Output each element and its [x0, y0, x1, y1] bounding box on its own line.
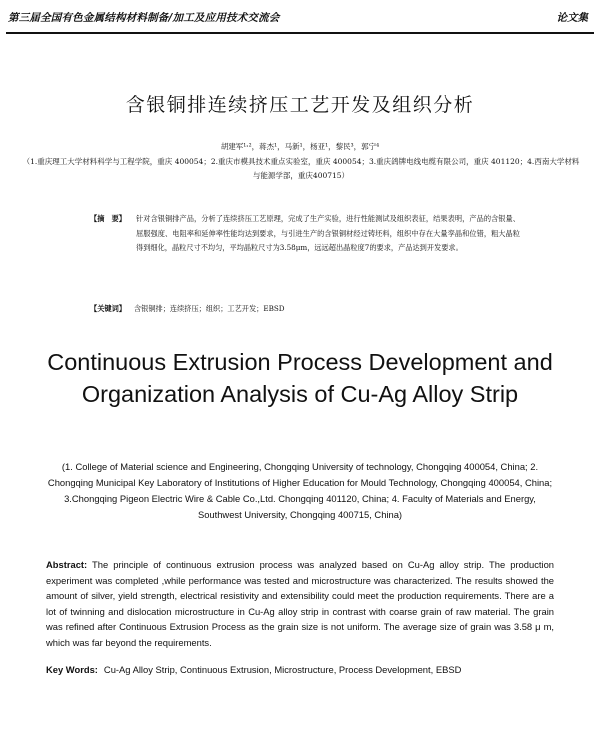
- abstract-chinese-label: 【摘 要】: [90, 214, 126, 223]
- title-chinese: 含银铜排连续挤压工艺开发及组织分析: [125, 94, 475, 116]
- header-rule: [6, 32, 594, 34]
- conference-name: 第三届全国有色金属结构材料制备/加工及应用技术交流会: [8, 12, 280, 24]
- keywords-chinese-text: 含银铜排；连续挤压；组织；工艺开发；EBSD: [133, 304, 285, 313]
- abstract-chinese: [90, 212, 520, 256]
- title-english-line-2: Organization Analysis of Cu-Ag Alloy Strip: [81, 381, 519, 407]
- keywords-english: [46, 664, 554, 675]
- affiliations-english: (1. College of Material science and Engineering, Chongqing University of technology, Chongqing 400054, China; 2. Chongqing Municipal Key Laboratory of Institutions of Higher Education for Mould Technology, Chongqing 400054, China; 3.Chongqing Pigeon Electric Wire & Cable Co.,Ltd. Chongqing 401120, China; 4. Faculty of Materials and Energy, Southwest University, Chongqing 400715, China): [47, 461, 553, 520]
- keywords-english-text: Cu-Ag Alloy Strip, Continuous Extrusion, Microstructure, Process Development, EBSD: [103, 664, 462, 675]
- authors-chinese: 胡建军¹˒²，蒋杰¹，马新¹，杨亚¹，黎民³，郭宁⁴: [220, 142, 380, 151]
- keywords-chinese: [90, 304, 520, 314]
- affiliations-chinese: （1.重庆理工大学材料科学与工程学院，重庆 400054；2.重庆市模具技术重点实验室，重庆 400054；3.重庆鸽牌电线电缆有限公司，重庆 401120；4.西南大学材料与能源学部，重庆400715）: [22, 157, 580, 180]
- page-header: [0, 8, 600, 28]
- keywords-english-label: Key Words:: [46, 664, 98, 675]
- keywords-chinese-label: 【关键词】: [90, 304, 126, 313]
- title-english-line-1: Continuous Extrusion Process Development and: [47, 349, 553, 375]
- section-name: 论文集: [556, 12, 588, 24]
- title-english: [0, 346, 600, 410]
- abstract-english-text: The principle of continuous extrusion process was analyzed based on Cu-Ag alloy strip. The production experiment was completed ,while performance was tested and microstructure was characterized. The results showed the amount of silver, yield strength, electrical resistivity and extensibility could meet the production requirements. There are a lot of twinning and dislocation microstructure in Cu-Ag alloy strip in contrast with coarse grain of raw material. The grain was refined after Continuous Extrusion Process as the grain size is not uniform. The average size of grain was 3.58 μ m, which was far beyond the requirements.: [46, 559, 554, 648]
- abstract-english-label: Abstract:: [46, 559, 88, 570]
- abstract-english: [46, 557, 554, 651]
- abstract-chinese-text: 针对含银铜排产品，分析了连续挤压工艺原理，完成了生产实验，进行性能测试及组织表征，结果表明，产品的含银量、屈服强度、电阻率和延伸率性能均达到要求，与引进生产的含银铜材经过铸坯料，组织中存在大量孪晶和位错，粗大晶粒得到细化，晶粒尺寸不均匀，平均晶粒尺寸为3.58μm，远远超出晶粒度7的要求，产品达到开发要求。: [136, 214, 520, 252]
